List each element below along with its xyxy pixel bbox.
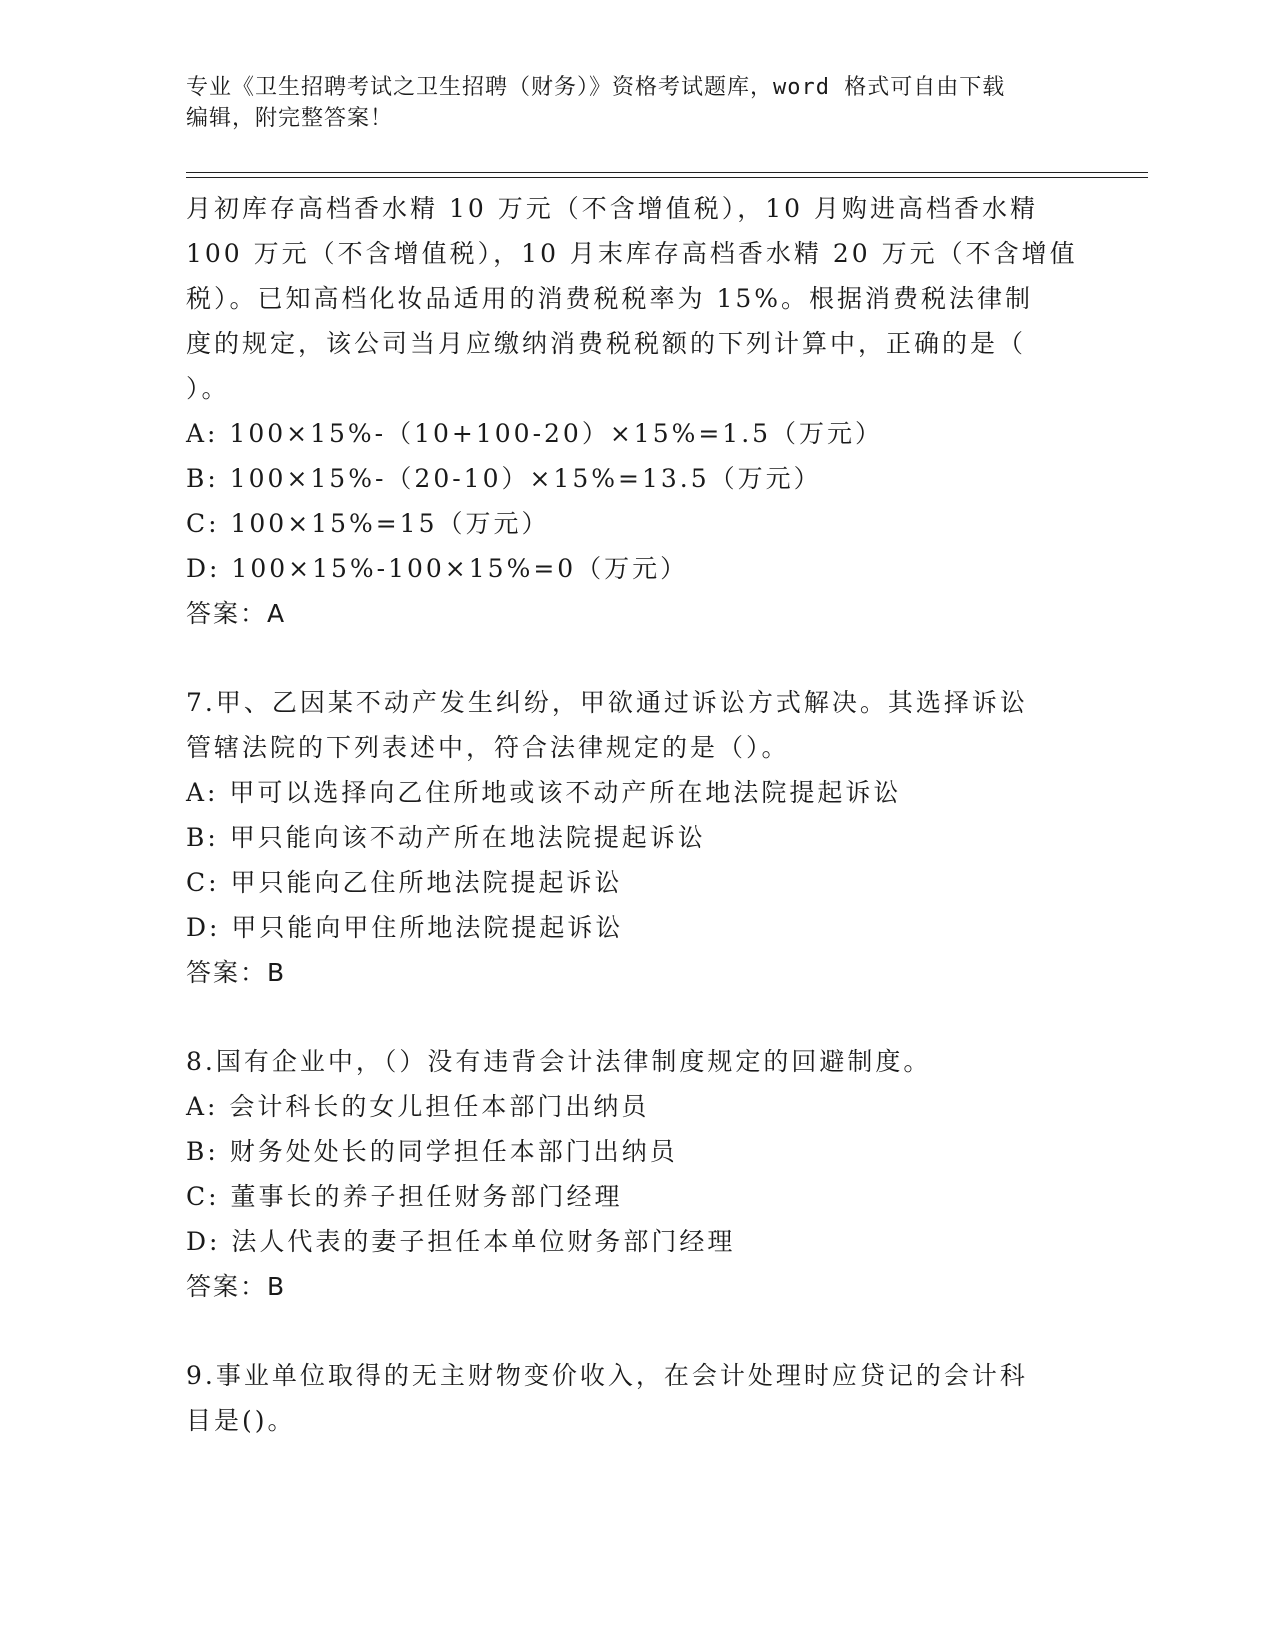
option-c: C: 甲只能向乙住所地法院提起诉讼 [186, 868, 623, 897]
header-rule-bottom [186, 177, 1148, 178]
question-text-line: 100 万元（不含增值税），10 月末库存高档香水精 20 万元（不含增值 [186, 239, 1078, 268]
question-text-line: 目是()。 [186, 1406, 296, 1435]
question-text-line: 月初库存高档香水精 10 万元（不含增值税），10 月购进高档香水精 [186, 194, 1038, 223]
question-spacer [186, 636, 1066, 680]
question-text-line: 9.事业单位取得的无主财物变价收入，在会计处理时应贷记的会计科 [186, 1361, 1028, 1390]
option-b: B: 100×15%-（20-10）×15%=13.5（万元） [186, 464, 822, 493]
option-c: C: 100×15%=15（万元） [186, 509, 550, 538]
question-text-line: 管辖法院的下列表述中，符合法律规定的是（）。 [186, 733, 790, 762]
document-header [186, 72, 1066, 134]
question-spacer [186, 1309, 1066, 1353]
question-9 [186, 1353, 1066, 1443]
question-text-line: 度的规定，该公司当月应缴纳消费税税额的下列计算中，正确的是（ [186, 329, 1027, 358]
option-a: A: 100×15%-（10+100-20）×15%=1.5（万元） [186, 419, 884, 448]
answer-line: 答案：A [186, 599, 287, 628]
question-6 [186, 186, 1078, 636]
option-d: D: 法人代表的妻子担任本单位财务部门经理 [186, 1227, 736, 1256]
answer-line: 答案：B [186, 958, 287, 987]
option-a: A: 会计科长的女儿担任本部门出纳员 [186, 1092, 650, 1121]
option-b: B: 甲只能向该不动产所在地法院提起诉讼 [186, 823, 706, 852]
question-8 [186, 1039, 1066, 1309]
option-d: D: 100×15%-100×15%=0（万元） [186, 554, 689, 583]
question-spacer [186, 995, 1066, 1039]
header-line-2: 编辑，附完整答案！ [186, 106, 394, 131]
option-a: A: 甲可以选择向乙住所地或该不动产所在地法院提起诉讼 [186, 778, 902, 807]
question-text-line: 7.甲、乙因某不动产发生纠纷，甲欲通过诉讼方式解决。其选择诉讼 [186, 688, 1028, 717]
option-d: D: 甲只能向甲住所地法院提起诉讼 [186, 913, 624, 942]
question-text-line: 税）。已知高档化妆品适用的消费税税率为 15%。根据消费税法律制 [186, 284, 1034, 313]
question-text-line: ）。 [186, 374, 230, 403]
header-line-1: 专业《卫生招聘考试之卫生招聘（财务）》资格考试题库，word 格式可自由下载 [186, 75, 1006, 100]
answer-line: 答案：B [186, 1272, 287, 1301]
option-c: C: 董事长的养子担任财务部门经理 [186, 1182, 623, 1211]
question-7 [186, 680, 1066, 995]
document-body [186, 186, 1078, 1443]
option-b: B: 财务处处长的同学担任本部门出纳员 [186, 1137, 678, 1166]
header-rule-top [186, 172, 1148, 173]
question-text-line: 8.国有企业中，（）没有违背会计法律制度规定的回避制度。 [186, 1047, 932, 1076]
